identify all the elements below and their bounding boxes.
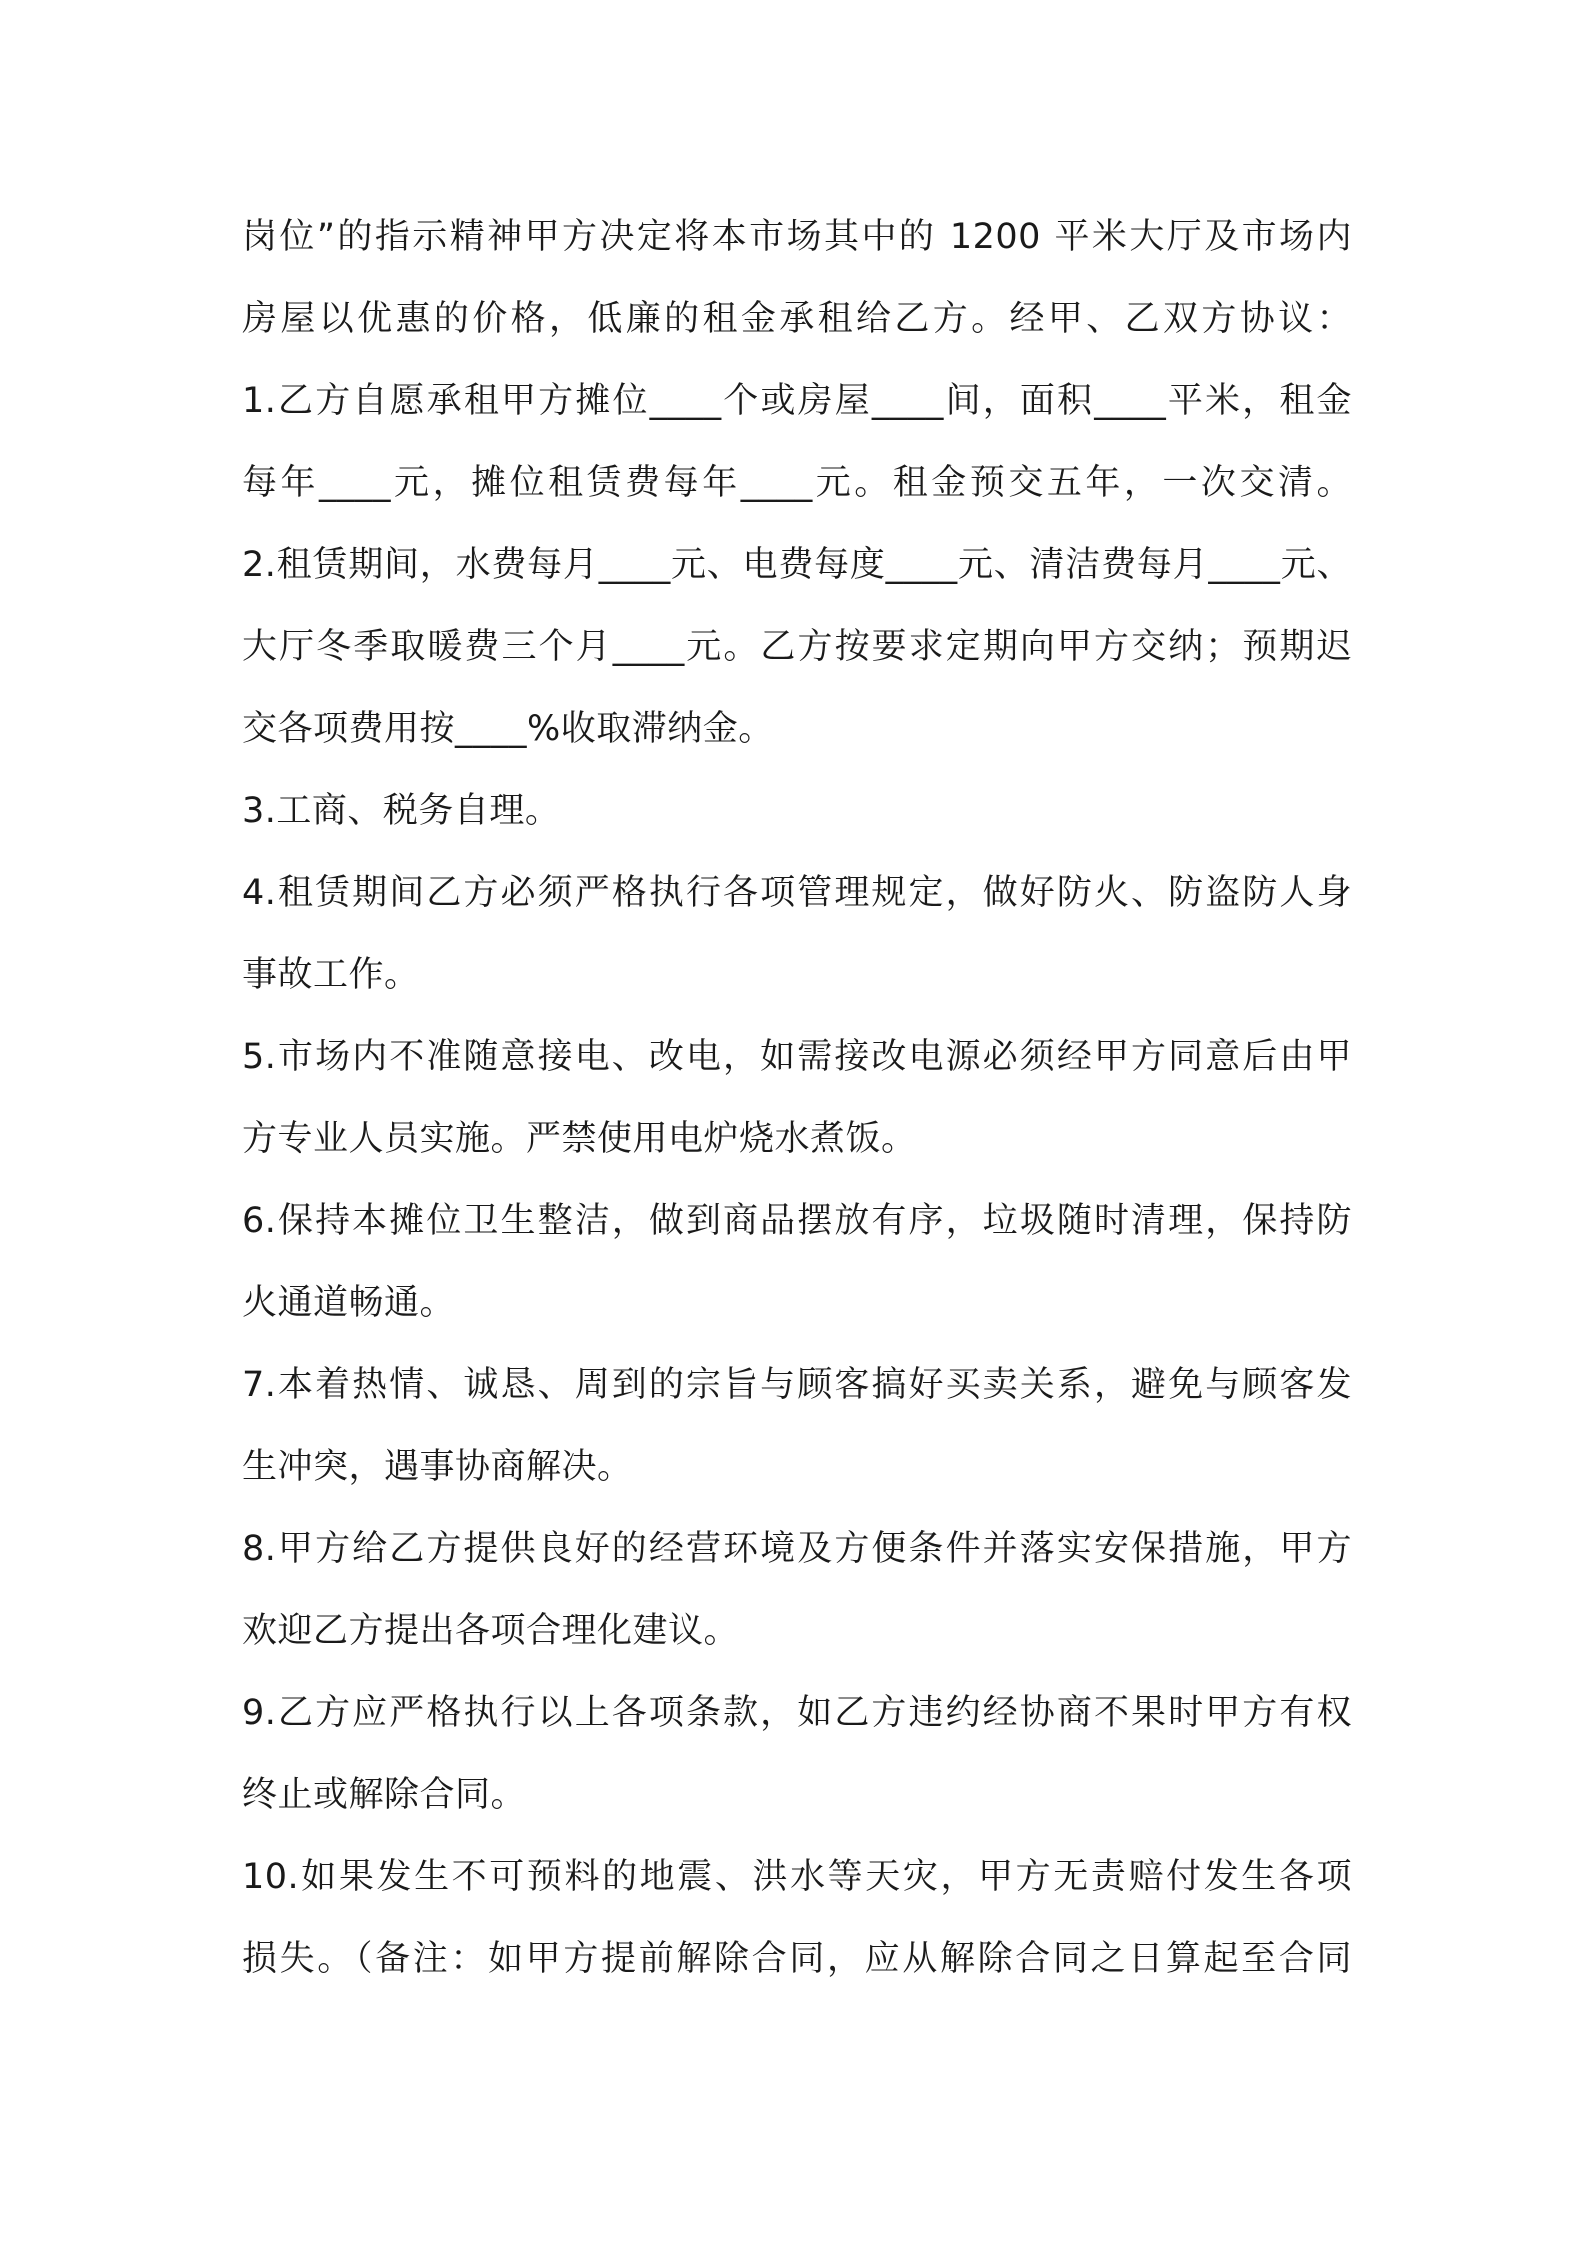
clause-8-line: 欢迎乙方提出各项合理化建议。: [242, 1611, 740, 1651]
clause-9-line: 终止或解除合同。: [242, 1775, 527, 1815]
clause-3-line: 3.工商、税务自理。: [242, 791, 561, 831]
clause-1-line: 1.乙方自愿承租甲方摊位____个或房屋____间，面积____平米，租金: [242, 381, 1352, 421]
text-line: 岗位”的指示精神甲方决定将本市场其中的 1200 平米大厅及市场内: [242, 217, 1352, 257]
clause-5-line: 方专业人员实施。严禁使用电炉烧水煮饭。: [242, 1119, 917, 1159]
text-line: 房屋以优惠的价格，低廉的租金承租给乙方。经甲、乙双方协议：: [242, 299, 1352, 339]
contract-body: [242, 196, 1352, 2000]
clause-4-line: 4.租赁期间乙方必须严格执行各项管理规定，做好防火、防盗防人身: [242, 873, 1352, 913]
clause-10-line: 10.如果发生不可预料的地震、洪水等天灾，甲方无责赔付发生各项: [242, 1857, 1352, 1897]
clause-5-line: 5.市场内不准随意接电、改电，如需接改电源必须经甲方同意后由甲: [242, 1037, 1352, 1077]
clause-9-line: 9.乙方应严格执行以上各项条款，如乙方违约经协商不果时甲方有权: [242, 1693, 1352, 1733]
clause-2-line: 大厅冬季取暖费三个月____元。乙方按要求定期向甲方交纳；预期迟: [242, 627, 1352, 667]
clause-6-line: 火通道畅通。: [242, 1283, 456, 1323]
clause-1-line: 每年____元，摊位租赁费每年____元。租金预交五年，一次交清。: [242, 463, 1352, 503]
clause-2-line: 交各项费用按____%收取滞纳金。: [242, 709, 774, 749]
clause-7-line: 生冲突，遇事协商解决。: [242, 1447, 633, 1487]
clause-2-line: 2.租赁期间，水费每月____元、电费每度____元、清洁费每月____元、: [242, 545, 1352, 585]
clause-6-line: 6.保持本摊位卫生整洁，做到商品摆放有序，垃圾随时清理，保持防: [242, 1201, 1352, 1241]
clause-7-line: 7.本着热情、诚恳、周到的宗旨与顾客搞好买卖关系，避免与顾客发: [242, 1365, 1352, 1405]
clause-8-line: 8.甲方给乙方提供良好的经营环境及方便条件并落实安保措施，甲方: [242, 1529, 1352, 1569]
clause-4-line: 事故工作。: [242, 955, 420, 995]
clause-10-line: 损失。（备注：如甲方提前解除合同，应从解除合同之日算起至合同: [242, 1939, 1352, 1979]
